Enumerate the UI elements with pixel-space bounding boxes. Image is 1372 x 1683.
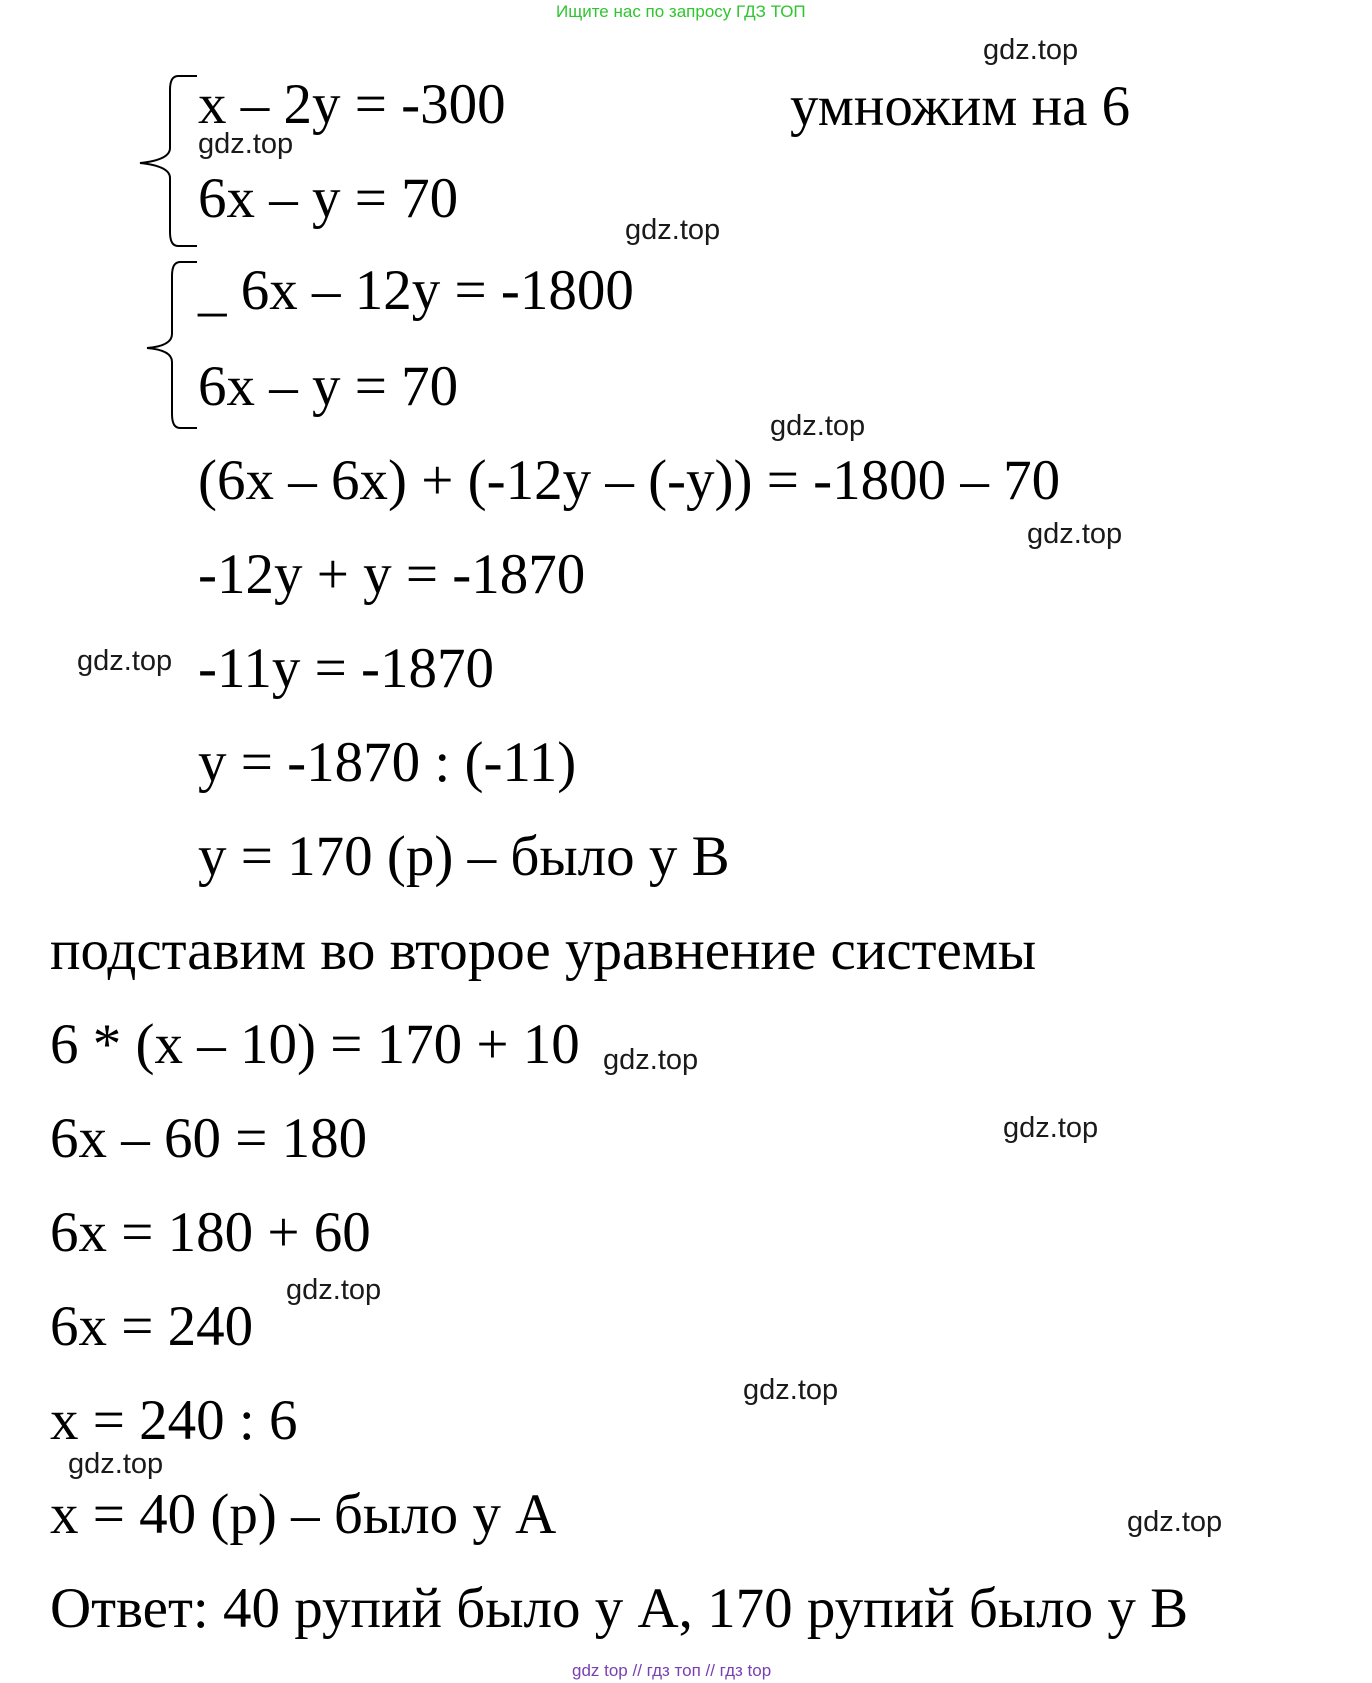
watermark: gdz.top	[77, 645, 173, 677]
watermark: gdz.top	[286, 1274, 382, 1306]
watermark: gdz.top	[770, 410, 866, 442]
step-line: x = 240 : 6	[50, 1389, 298, 1452]
watermark: gdz.top	[198, 128, 294, 160]
step-line: 6x = 180 + 60	[50, 1201, 371, 1264]
step-line: 6x = 240	[50, 1295, 254, 1358]
step-line: y = -1870 : (-11)	[198, 731, 577, 794]
step-line: -11y = -1870	[198, 637, 494, 700]
watermark: gdz.top	[743, 1374, 839, 1406]
watermark: gdz.top	[603, 1044, 699, 1076]
watermark: gdz.top	[983, 34, 1079, 66]
answer-line: Ответ: 40 рупий было у А, 170 рупий было у В	[50, 1577, 1189, 1640]
step-line: (6x – 6x) + (-12y – (-y)) = -1800 – 70	[198, 449, 1061, 512]
search-banner: Ищите нас по запросу ГДЗ ТОП	[556, 2, 806, 21]
step-line: x = 40 (р) – было у А	[50, 1483, 557, 1546]
watermark: gdz.top	[1027, 518, 1123, 550]
watermark: gdz.top	[1127, 1506, 1223, 1538]
watermark: gdz.top	[625, 214, 721, 246]
step-line: y = 170 (р) – было у B	[198, 825, 730, 888]
step-line: 6x – 60 = 180	[50, 1107, 368, 1170]
system1-equation-1: x – 2y = -300	[198, 73, 506, 136]
system2-equation-1: _ 6x – 12y = -1800	[198, 259, 634, 322]
step-line: -12y + y = -1870	[198, 543, 586, 606]
multiply-note: умножим на 6	[790, 75, 1131, 138]
watermark: gdz.top	[68, 1448, 164, 1480]
system2-equation-2: 6x – y = 70	[198, 355, 459, 418]
watermark: gdz.top	[1003, 1112, 1099, 1144]
step-line: 6 * (x – 10) = 170 + 10	[50, 1013, 580, 1076]
substitute-note: подставим во второе уравнение системы	[50, 919, 1037, 982]
footer-watermark: gdz top // гдз топ // гдз top	[572, 1661, 772, 1680]
system1-equation-2: 6x – y = 70	[198, 167, 459, 230]
